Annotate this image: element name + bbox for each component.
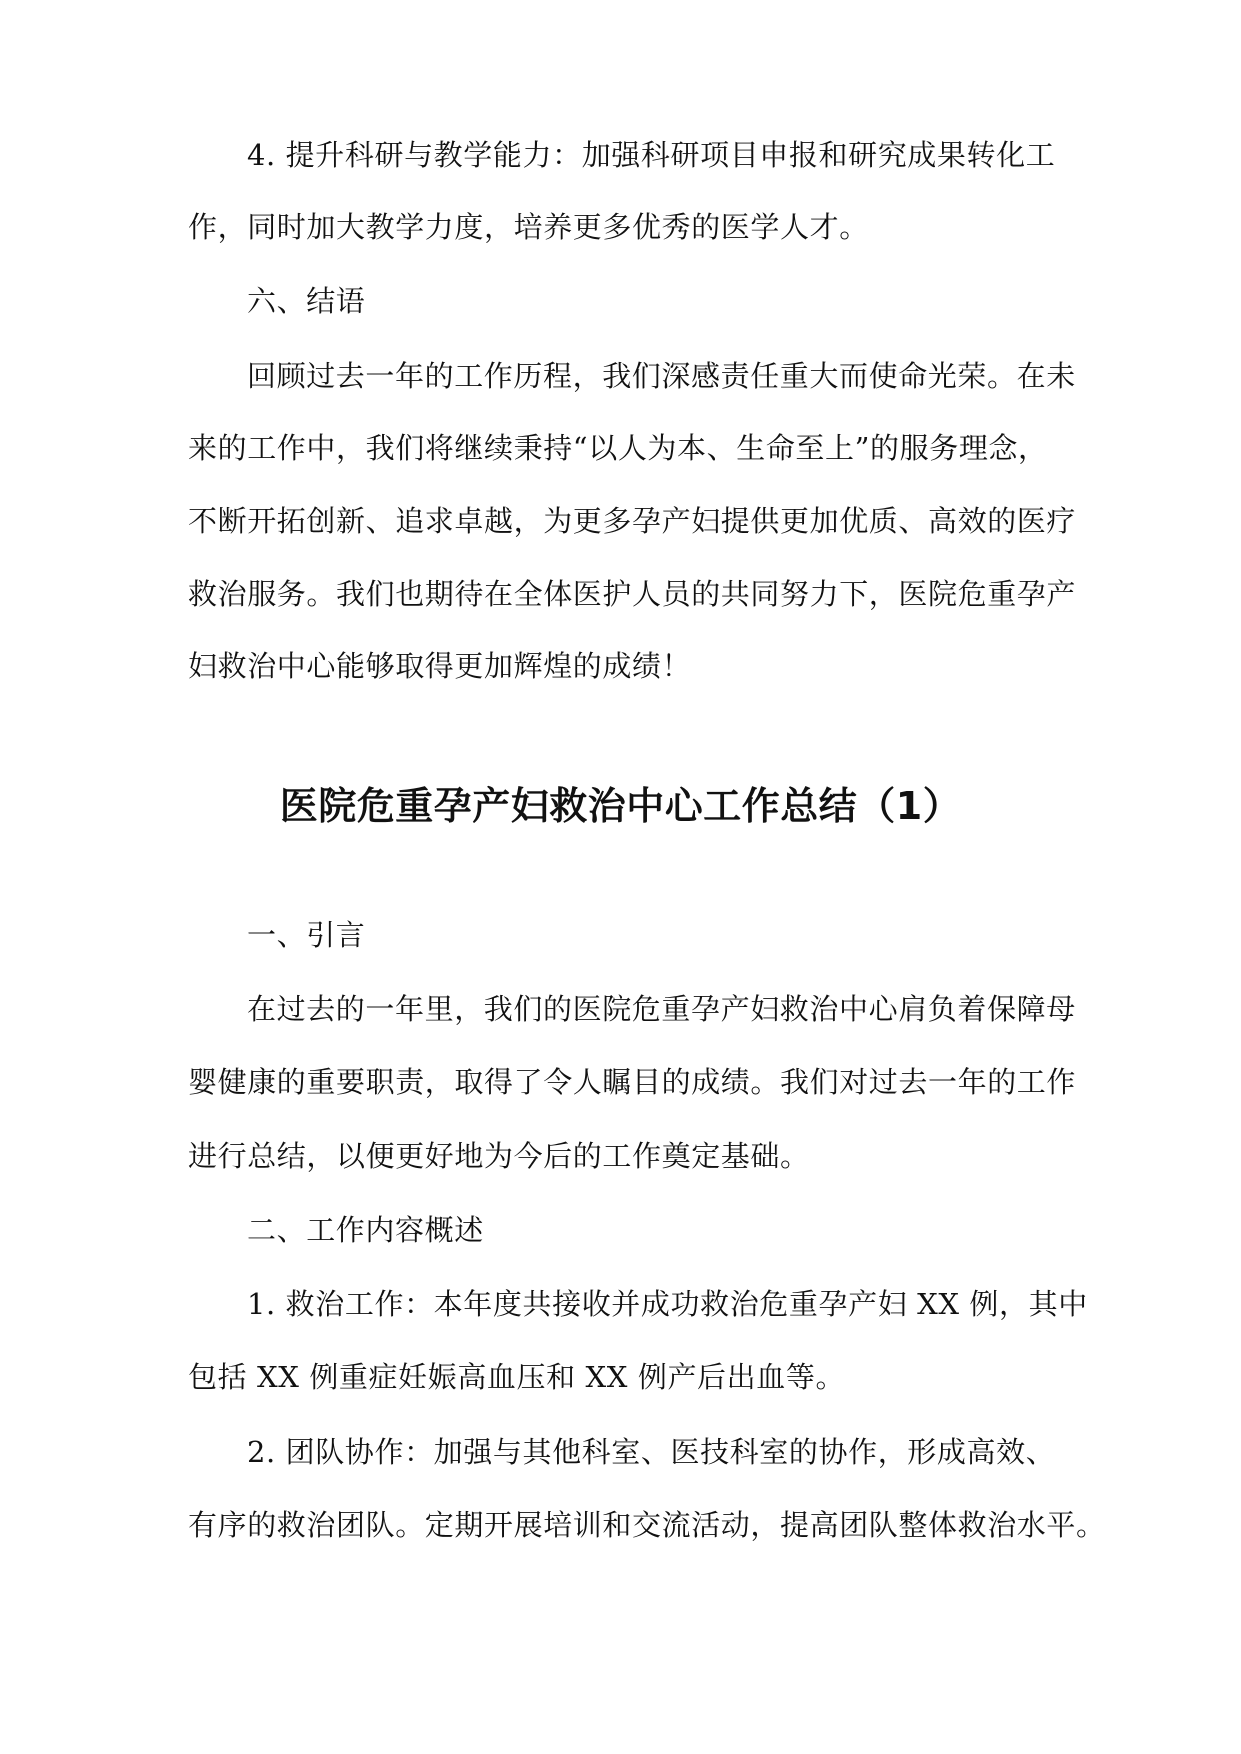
- paragraph-line: 不断开拓创新、追求卓越，为更多孕产妇提供更加优质、高效的医疗: [188, 504, 1077, 538]
- paragraph-line: 包括 XX 例重症妊娠高血压和 XX 例产后出血等。: [188, 1360, 846, 1394]
- page-title: 医院危重孕产妇救治中心工作总结（1）: [279, 784, 962, 828]
- paragraph-line: 2. 团队协作：加强与其他科室、医技科室的协作，形成高效、: [247, 1435, 1056, 1469]
- paragraph-line: 有序的救治团队。定期开展培训和交流活动，提高团队整体救治水平。: [188, 1508, 1106, 1542]
- paragraph-line: 来的工作中，我们将继续秉持“以人为本、生命至上”的服务理念，: [188, 431, 1048, 465]
- paragraph-line: 进行总结，以便更好地为今后的工作奠定基础。: [188, 1139, 810, 1173]
- section-heading: 一、引言: [247, 918, 366, 952]
- paragraph-line: 在过去的一年里，我们的医院危重孕产妇救治中心肩负着保障母: [247, 992, 1076, 1026]
- section-heading: 二、工作内容概述: [247, 1213, 484, 1247]
- paragraph-line: 救治服务。我们也期待在全体医护人员的共同努力下，医院危重孕产: [188, 577, 1077, 611]
- section-heading: 六、结语: [247, 284, 366, 318]
- paragraph-line: 4. 提升科研与教学能力：加强科研项目申报和研究成果转化工: [247, 138, 1056, 172]
- paragraph-line: 作，同时加大教学力度，培养更多优秀的医学人才。: [188, 210, 869, 244]
- paragraph-line: 1. 救治工作：本年度共接收并成功救治危重孕产妇 XX 例，其中: [247, 1287, 1088, 1321]
- paragraph-line: 妇救治中心能够取得更加辉煌的成绩！: [188, 649, 692, 683]
- paragraph-line: 婴健康的重要职责，取得了令人瞩目的成绩。我们对过去一年的工作: [188, 1065, 1077, 1099]
- paragraph-line: 回顾过去一年的工作历程，我们深感责任重大而使命光荣。在未: [247, 359, 1076, 393]
